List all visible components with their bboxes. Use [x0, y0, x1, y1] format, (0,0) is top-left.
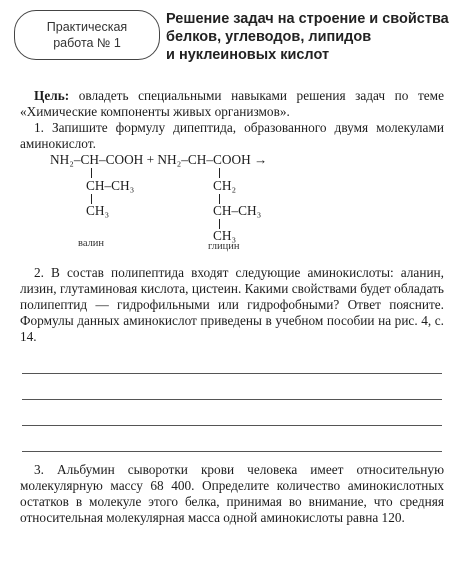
title-line-3: и нуклеиновых кислот: [166, 47, 330, 63]
intro-block: [20, 88, 444, 152]
formula-right-r3: CH₃: [213, 228, 237, 243]
formula-right-r2: CH–CH₃: [213, 203, 262, 218]
formula-right-r1: CH₂: [213, 178, 237, 193]
title-line-2: белков, углеводов, липидов: [166, 29, 372, 45]
answer-line: [22, 425, 442, 426]
answer-line: [22, 373, 442, 374]
badge-line-2: работа № 1: [53, 36, 121, 50]
task-3-text: 3. Альбумин сыворотки крови человека имеет относительную молекулярную массу 68 400. Определите количество аминокислотных остатков в молекуле этого белка, принимая во внимание, что средняя относительная молекулярная масса одной аминокислоты равна 120.: [20, 462, 444, 525]
answer-line: [22, 399, 442, 400]
amino-acid-label-glycine: глицин: [208, 241, 240, 252]
bond-right-1: [219, 168, 220, 178]
task-1-text: 1. Запишите формулу дипептида, образованного двумя молекулами аминокислот.: [20, 120, 444, 151]
task-2-block: [20, 265, 444, 345]
amino-acid-label-valine: валин: [78, 238, 105, 249]
worksheet-badge: [14, 10, 160, 60]
task-2-text: 2. В состав полипептида входят следующие аминокислоты: аланин, лизин, глутаминовая кислота, цистеин. Какими свойствами будет обладать полипептид — гидрофильными или гидрофобными? Ответ поясните. Формулы данных аминокислот приведены в учебном пособии на рис. 4, с. 14.: [20, 265, 444, 344]
badge-line-1: Практическая: [46, 20, 128, 34]
task-3-block: [20, 462, 444, 526]
formula-left-r1: CH–CH₃: [86, 178, 135, 193]
goal-text: овладеть специальными навыками решения задач по теме «Химические компоненты живых организмов».: [20, 88, 444, 119]
page-title: [166, 10, 454, 64]
formula-left-r2: CH₃: [86, 203, 110, 218]
formula-main-line: NH₂–CH–COOH + NH₂–CH–COOH →: [50, 152, 268, 167]
answer-line: [22, 451, 442, 452]
bond-left-1: [91, 168, 92, 178]
title-line-1: Решение задач на строение и свойства: [166, 11, 449, 27]
goal-label: Цель:: [34, 88, 70, 103]
goal-paragraph: [20, 88, 444, 120]
